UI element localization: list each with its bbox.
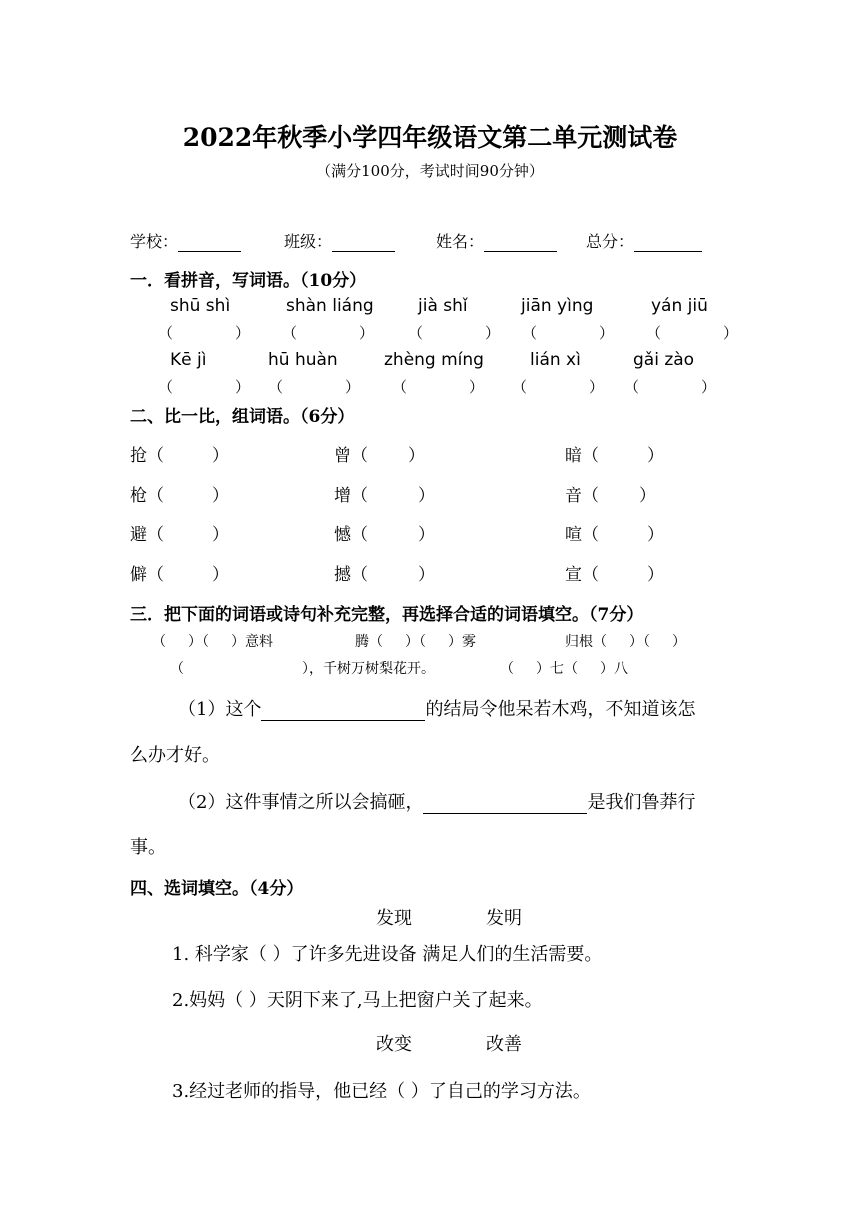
section3-heading: 三．把下面的词语或诗句补充完整，再选择合适的词语填空。（7分） xyxy=(130,605,644,625)
pinyin-6: Kē jì xyxy=(170,350,207,370)
fill-question-2-cont: 事。 xyxy=(130,837,166,858)
word-choice-1a: 发现 xyxy=(376,908,412,929)
word-choice-2a: 改变 xyxy=(376,1034,412,1055)
pinyin-10: gǎi zào xyxy=(633,350,695,370)
class-label: 班级： xyxy=(284,232,333,251)
answer-box-8[interactable]: （ ） xyxy=(392,378,485,396)
section1-heading: 一．看拼音，写词语。（10分） xyxy=(130,271,367,291)
choice-question-2[interactable]: 2.妈妈（ ）天阴下来了,马上把窗户关了起来。 xyxy=(172,990,543,1011)
compare-item[interactable]: 音（ ） xyxy=(565,486,656,506)
answer-box-5[interactable]: （ ） xyxy=(646,324,739,342)
pinyin-3: jià shǐ xyxy=(418,296,468,316)
school-blank[interactable] xyxy=(178,235,241,252)
total-label: 总分： xyxy=(586,232,635,251)
idiom-blank-2[interactable]: 腾（ ）（ ）雾 xyxy=(355,634,476,650)
class-field xyxy=(284,229,395,252)
section2-heading: 二、比一比，组词语。（6分） xyxy=(130,407,355,427)
answer-box-3[interactable]: （ ） xyxy=(408,324,501,342)
fill-blank-1[interactable] xyxy=(261,702,425,721)
answer-box-6[interactable]: （ ） xyxy=(158,378,251,396)
word-choice-1b: 发明 xyxy=(486,908,522,929)
name-blank[interactable] xyxy=(484,235,557,252)
pinyin-1: shū shì xyxy=(170,296,231,316)
name-field xyxy=(436,229,557,252)
compare-item[interactable]: 避（ ） xyxy=(130,525,229,545)
choice-question-3[interactable]: 3.经过老师的指导，他已经（ ）了自己的学习方法。 xyxy=(172,1081,591,1102)
fill-blank-2[interactable] xyxy=(423,795,587,814)
pinyin-9: lián xì xyxy=(530,350,581,370)
idiom-blank-3[interactable]: 归根（ ）（ ） xyxy=(565,634,686,650)
answer-box-4[interactable]: （ ） xyxy=(522,324,615,342)
answer-box-9[interactable]: （ ） xyxy=(512,378,605,396)
fill-question-1: （1）这个 的结局令他呆若木鸡，不知道该怎 xyxy=(178,699,696,720)
compare-item[interactable]: 憾（ ） xyxy=(334,525,435,545)
idiom-blank-1[interactable]: （ ）（ ）意料 xyxy=(152,634,273,650)
pinyin-7: hū huàn xyxy=(268,350,338,370)
section4-heading: 四、选词填空。（4分） xyxy=(130,879,304,899)
compare-item[interactable]: 枪（ ） xyxy=(130,486,229,506)
compare-item[interactable]: 增（ ） xyxy=(334,486,435,506)
pinyin-5: yán jiū xyxy=(651,296,708,316)
total-field xyxy=(586,229,702,252)
school-label: 学校： xyxy=(130,232,179,251)
answer-box-2[interactable]: （ ） xyxy=(282,324,375,342)
pinyin-8: zhèng míng xyxy=(384,350,484,370)
compare-item[interactable]: 僻（ ） xyxy=(130,565,229,585)
page-title: 2022年秋季小学四年级语文第二单元测试卷 xyxy=(182,123,678,152)
compare-item[interactable]: 喧（ ） xyxy=(565,525,664,545)
answer-box-7[interactable]: （ ） xyxy=(268,378,361,396)
name-label: 姓名： xyxy=(436,232,485,251)
school-field xyxy=(130,229,241,252)
poem-blank[interactable]: （ ），千树万树梨花开。 xyxy=(170,661,435,677)
choice-question-1[interactable]: 1. 科学家（ ）了许多先进设备 满足人们的生活需要。 xyxy=(172,944,603,965)
compare-item[interactable]: 暗（ ） xyxy=(565,446,664,466)
page-subtitle: （满分100分，考试时间90分钟） xyxy=(316,162,544,180)
pinyin-4: jiān yìng xyxy=(521,296,594,316)
compare-item[interactable]: 曾（ ） xyxy=(334,446,425,466)
compare-item[interactable]: 宣（ ） xyxy=(565,565,664,585)
fill-question-1-cont: 么办才好。 xyxy=(130,745,220,766)
compare-item[interactable]: 撼（ ） xyxy=(334,565,435,585)
answer-box-1[interactable]: （ ） xyxy=(158,324,251,342)
answer-box-10[interactable]: （ ） xyxy=(624,378,717,396)
fill-question-2: （2）这件事情之所以会搞砸， 是我们鲁莽行 xyxy=(178,792,696,813)
total-blank[interactable] xyxy=(634,235,702,252)
idiom-blank-4[interactable]: （ ）七（ ）八 xyxy=(500,661,628,677)
class-blank[interactable] xyxy=(332,235,395,252)
word-choice-2b: 改善 xyxy=(486,1034,522,1055)
compare-item[interactable]: 抢（ ） xyxy=(130,446,229,466)
pinyin-2: shàn liáng xyxy=(286,296,374,316)
